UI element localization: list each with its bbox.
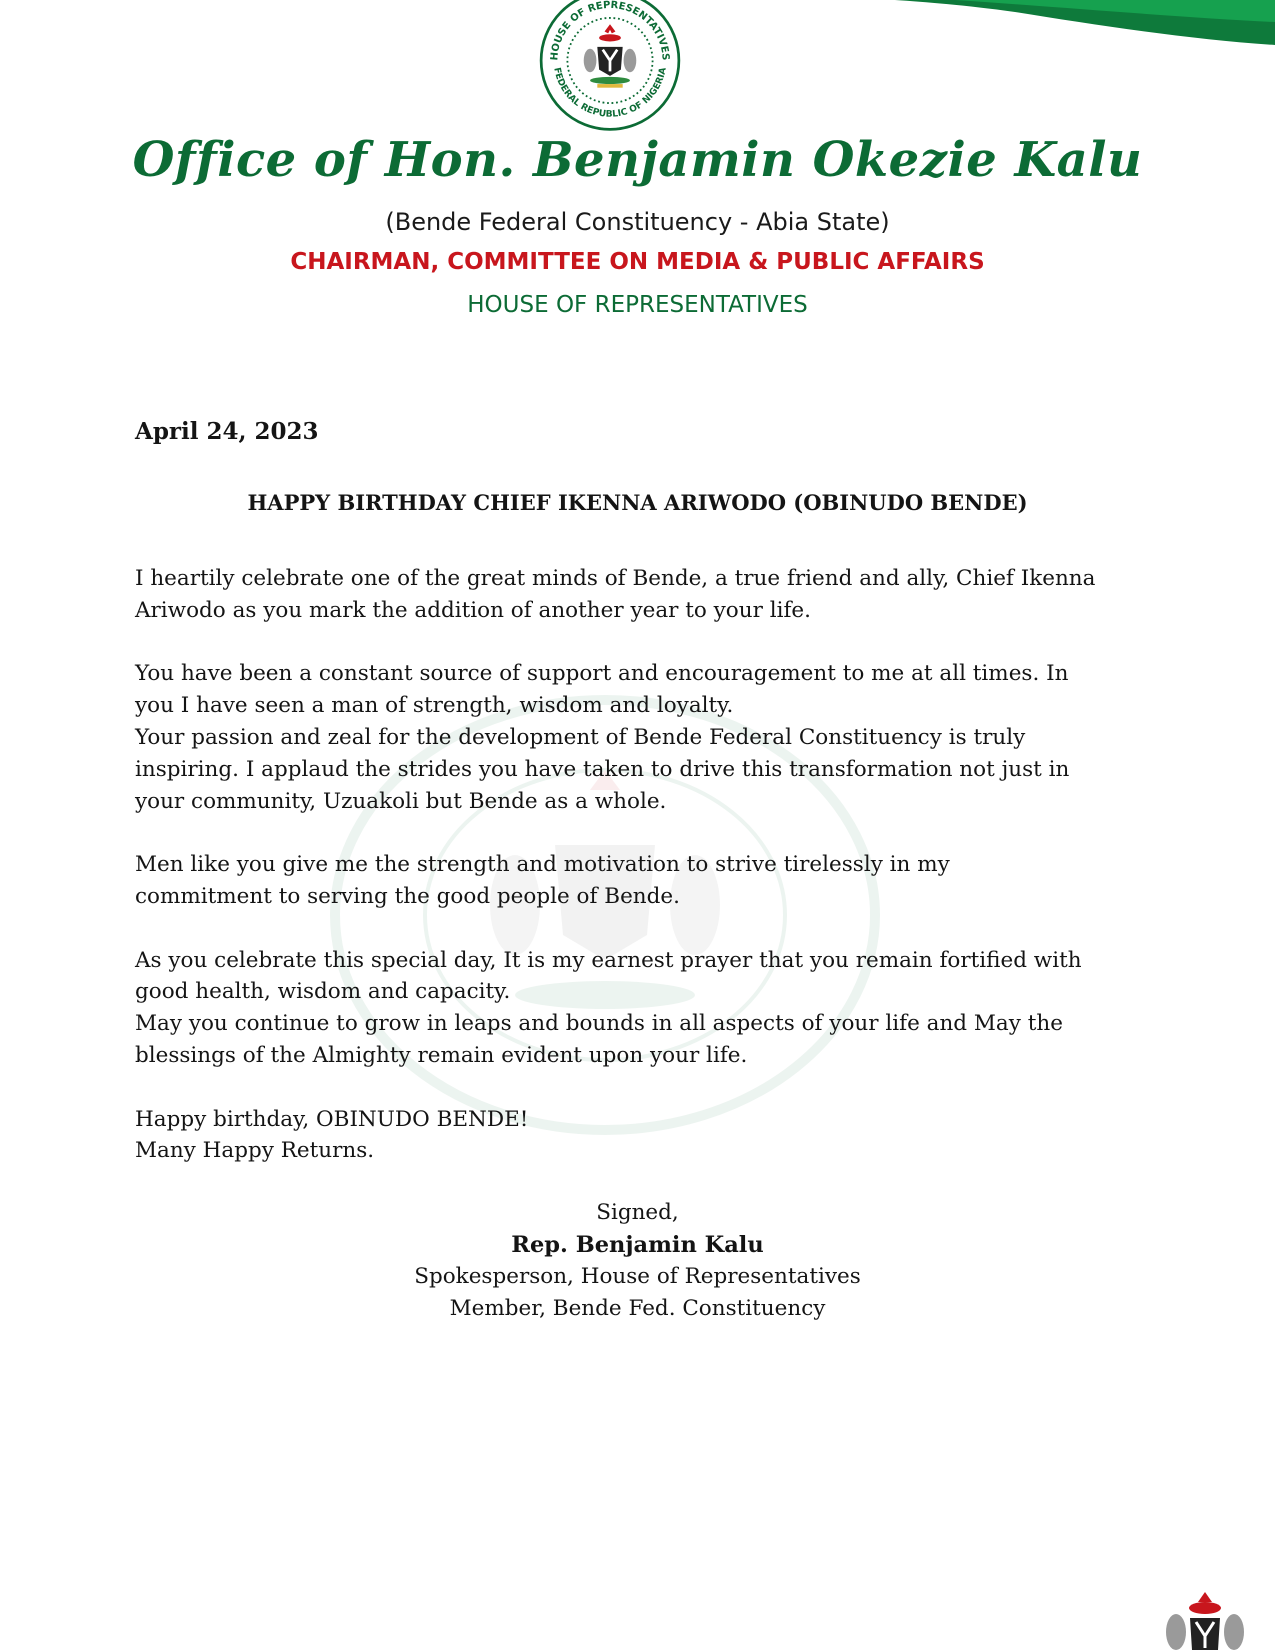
- body-line: your community, Uzuakoli but Bende as a whole.: [135, 788, 667, 814]
- svg-text:FEDERAL REPUBLIC OF NIGERIA: FEDERAL REPUBLIC OF NIGERIA: [551, 66, 669, 120]
- letter-body: [135, 563, 1145, 1199]
- paragraph: [135, 849, 1145, 913]
- body-line: May you continue to grow in leaps and bounds in all aspects of your life and May the: [135, 1011, 1063, 1037]
- body-line: Ariwodo as you mark the addition of another year to your life.: [135, 597, 811, 623]
- body-line: blessings of the Almighty remain evident upon your life.: [135, 1042, 748, 1068]
- body-line: you I have seen a man of strength, wisdom and loyalty.: [135, 693, 734, 719]
- body-line: Men like you give me the strength and motivation to strive tirelessly in my: [135, 852, 950, 878]
- body-line: I heartily celebrate one of the great minds of Bende, a true friend and ally, Chief Ikenna: [135, 566, 1096, 591]
- body-line: inspiring. I applaud the strides you have taken to drive this transformation not just in: [135, 756, 1070, 782]
- signatory-title: Spokesperson, House of Representatives: [414, 1264, 861, 1289]
- letter-date: April 24, 2023: [135, 418, 319, 445]
- signed-label: Signed,: [596, 1200, 679, 1225]
- signatory-name: Rep. Benjamin Kalu: [511, 1232, 764, 1258]
- svg-text:HOUSE OF REPRESENTATIVES: HOUSE OF REPRESENTATIVES: [549, 0, 671, 61]
- body-line: Your passion and zeal for the development of Bende Federal Constituency is truly: [135, 724, 1026, 750]
- paragraph: [135, 658, 1145, 817]
- coat-of-arms-emblem: [1150, 1590, 1260, 1650]
- letter-heading: HAPPY BIRTHDAY CHIEF IKENNA ARIWODO (OBINUDO BENDE): [247, 490, 1028, 515]
- signatory-member: Member, Bende Fed. Constituency: [449, 1296, 826, 1321]
- office-title: Office of Hon. Benjamin Okezie Kalu: [132, 132, 1143, 188]
- house-of-representatives-line: HOUSE OF REPRESENTATIVES: [467, 292, 808, 318]
- constituency-subtitle: (Bende Federal Constituency - Abia State): [385, 208, 890, 236]
- body-line: Happy birthday, OBINUDO BENDE!: [135, 1106, 529, 1132]
- signature-block: [0, 1197, 1275, 1325]
- body-line: You have been a constant source of support and encouragement to me at all times. In: [135, 661, 1069, 687]
- paragraph: [135, 945, 1145, 1072]
- body-line: commitment to serving the good people of Bende.: [135, 883, 680, 909]
- paragraph: [135, 1104, 1145, 1168]
- body-line: Many Happy Returns.: [135, 1138, 375, 1164]
- house-seal-logo: [530, 0, 690, 133]
- flag-swoosh-graphic: [895, 0, 1275, 50]
- paragraph: [135, 563, 1145, 627]
- committee-chairman-line: CHAIRMAN, COMMITTEE ON MEDIA & PUBLIC AFFAIRS: [290, 249, 985, 275]
- body-line: good health, wisdom and capacity.: [135, 979, 511, 1005]
- body-line: As you celebrate this special day, It is my earnest prayer that you remain fortified with: [135, 947, 1082, 973]
